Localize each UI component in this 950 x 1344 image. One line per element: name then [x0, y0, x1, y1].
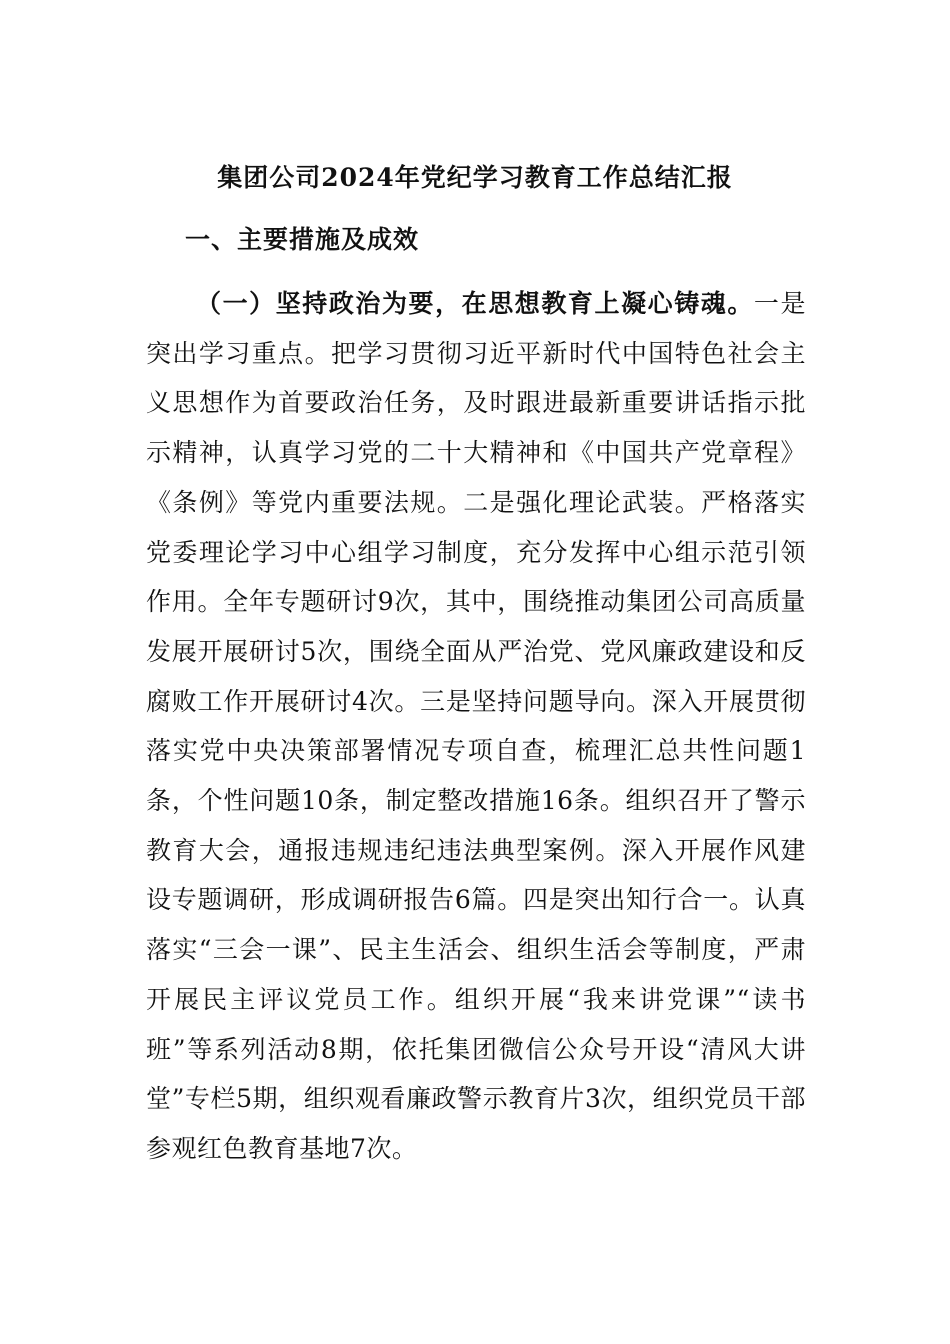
section-heading-main-measures: 一、主要措施及成效	[185, 225, 420, 254]
subsection-body-text: 一是突出学习重点。把学习贯彻习近平新时代中国特色社会主义思想作为首要政治任务，及时跟进最新重要讲话指示批示精神，认真学习党的二十大精神和《中国共产党章程》《条例》等党内重要法规。二是强化理论武装。严格落实党委理论学习中心组学习制度，充分发挥中心组示范引领作用。全年专题研讨9次，其中，围绕推动集团公司高质量发展开展研讨5次，围绕全面从严治党、党风廉政建设和反腐败工作开展研讨4次。三是坚持问题导向。深入开展贯彻落实党中央决策部署情况专项自查，梳理汇总共性问题1条，个性问题10条，制定整改措施16条。组织召开了警示教育大会，通报违规违纪违法典型案例。深入开展作风建设专题调研，形成调研报告6篇。四是突出知行合一。认真落实“三会一课”、民主生活会、组织生活会等制度，严肃开展民主评议党员工作。组织开展“我来讲党课”“读书班”等系列活动8期，依托集团微信公众号开设“清风大讲堂”专栏5期，组织观看廉政警示教育片3次，组织党员干部参观红色教育基地7次。	[146, 289, 806, 1163]
document-title: 集团公司2024年党纪学习教育工作总结汇报	[217, 163, 733, 192]
subsection-lead-heading: （一）坚持政治为要，在思想教育上凝心铸魂。	[196, 289, 754, 318]
body-paragraph	[146, 279, 806, 1174]
